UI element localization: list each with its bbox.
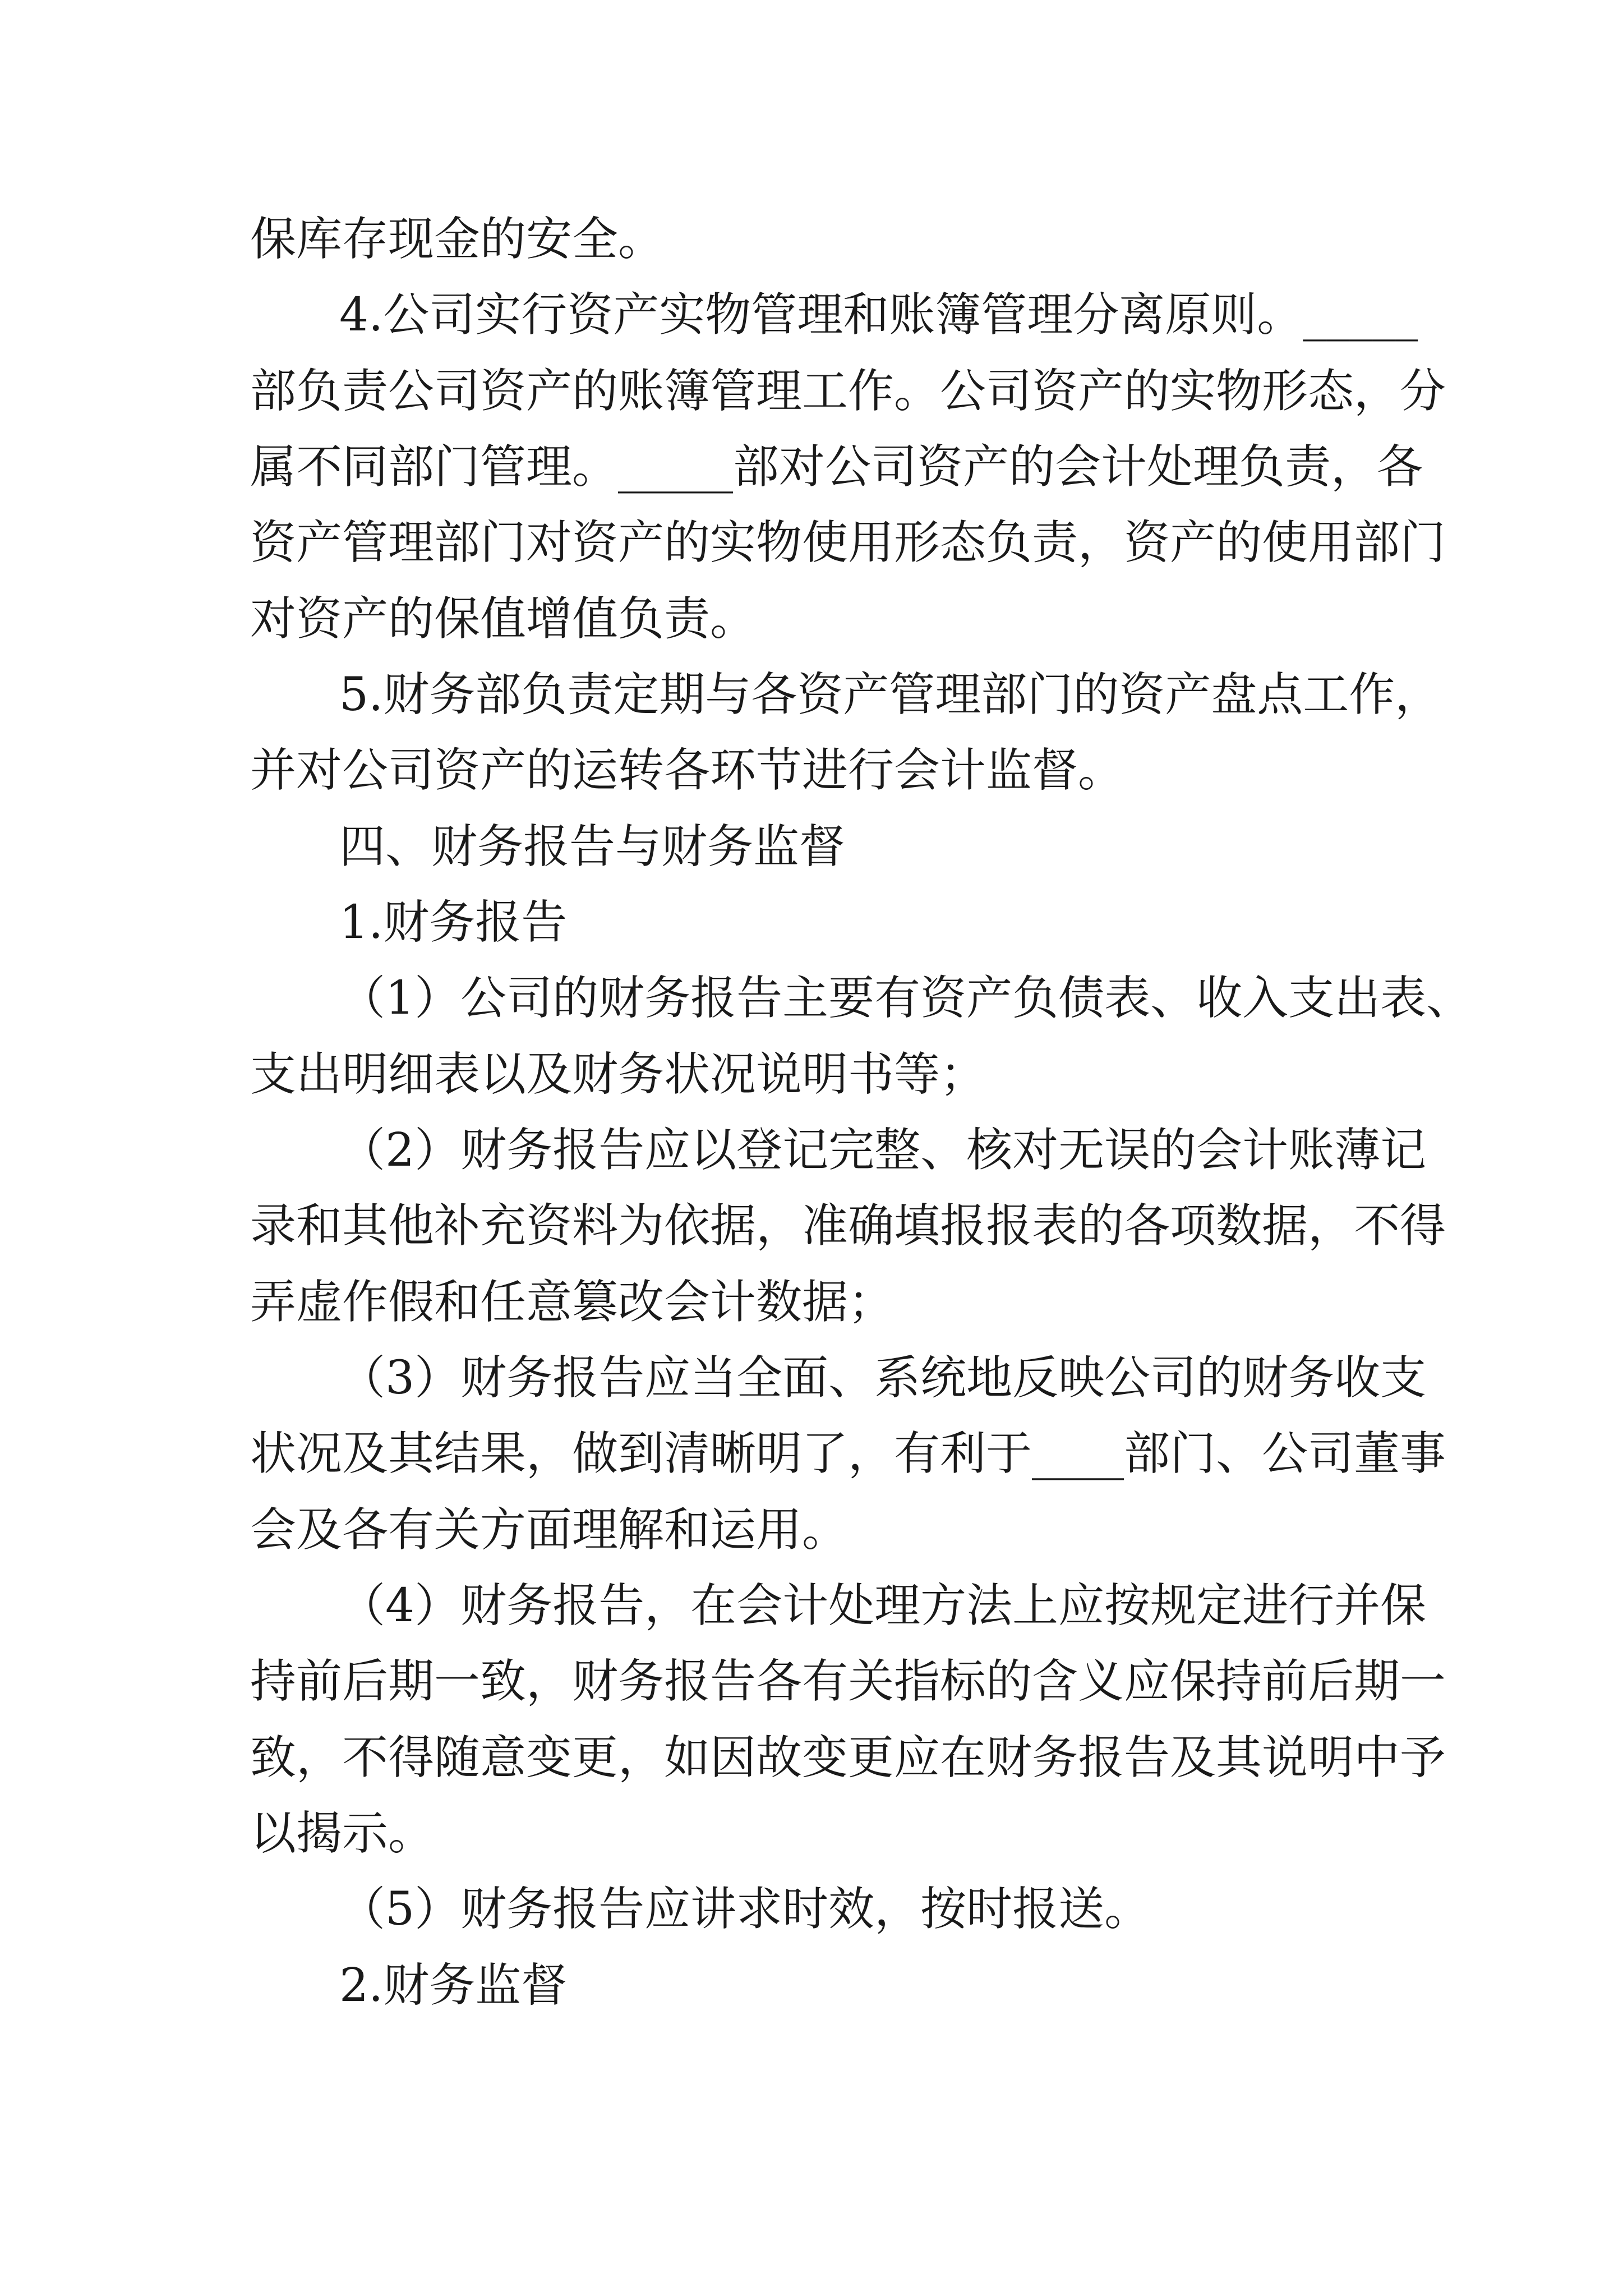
text-line: 致，不得随意变更，如因故变更应在财务报告及其说明中予 [250, 1731, 1446, 1784]
text-line: 弄虚作假和任意篡改会计数据； [250, 1276, 895, 1329]
text-line: 状况及其结果，做到清晰明了，有利于____部门、公司董事 [250, 1427, 1446, 1480]
text-line: 属不同部门管理。_____部对公司资产的会计处理负责，各 [250, 440, 1423, 494]
text-line: 4.公司实行资产实物管理和账簿管理分离原则。_____ [339, 288, 1418, 342]
text-line: 会及各有关方面理解和运用。 [250, 1503, 849, 1557]
subsection-heading: 1.财务报告 [339, 896, 568, 949]
text-line: 支出明细表以及财务状况说明书等； [250, 1048, 986, 1101]
subsection-heading: 2.财务监督 [339, 1959, 568, 2012]
text-line: 部负责公司资产的账簿管理工作。公司资产的实物形态，分 [250, 365, 1446, 418]
text-line: 保库存现金的安全。 [250, 213, 665, 266]
text-line: 并对公司资产的运转各环节进行会计监督。 [250, 744, 1124, 797]
text-line: 持前后期一致，财务报告各有关指标的含义应保持前后期一 [250, 1655, 1446, 1708]
text-line: 对资产的保值增值负责。 [250, 592, 757, 646]
text-line: 5.财务部负责定期与各资产管理部门的资产盘点工作， [339, 668, 1441, 721]
section-heading: 四、财务报告与财务监督 [339, 820, 846, 873]
text-line: （4）财务报告，在会计处理方法上应按规定进行并保 [339, 1579, 1427, 1632]
text-line: 录和其他补充资料为依据，准确填报报表的各项数据，不得 [250, 1199, 1446, 1253]
text-line: （5）财务报告应讲求时效，按时报送。 [339, 1883, 1151, 1936]
text-line: 以揭示。 [250, 1807, 435, 1860]
text-line: （3）财务报告应当全面、系统地反映公司的财务收支 [339, 1351, 1427, 1405]
text-line: （2）财务报告应以登记完整、核对无误的会计账薄记 [339, 1124, 1427, 1177]
text-line: （1）公司的财务报告主要有资产负债表、收入支出表、 [339, 972, 1473, 1025]
text-line: 资产管理部门对资产的实物使用形态负责，资产的使用部门 [250, 516, 1446, 569]
